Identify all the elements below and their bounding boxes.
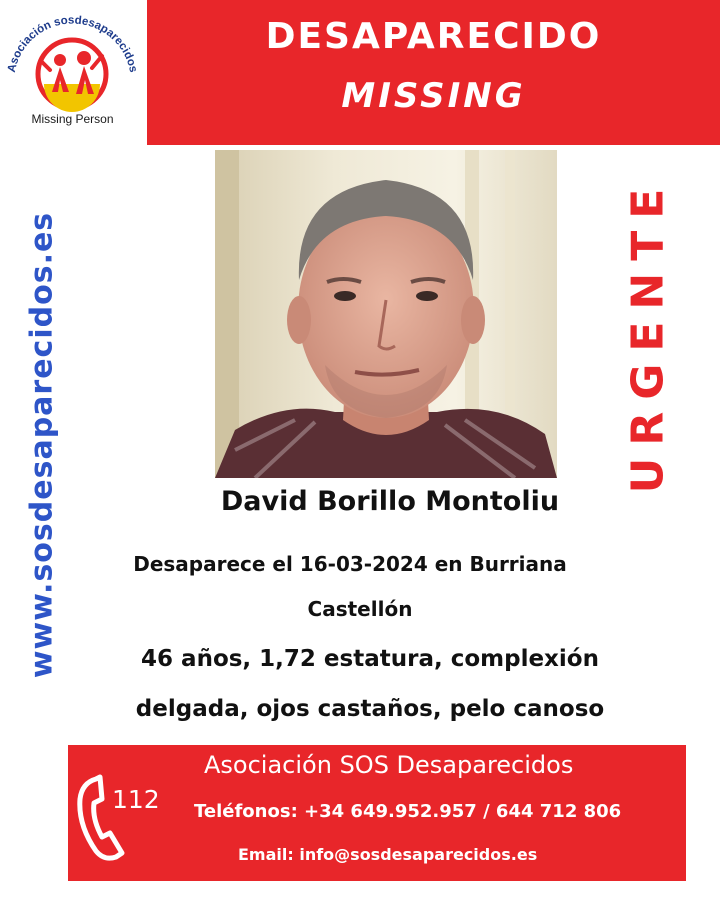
person-name: David Borillo Montoliu	[220, 486, 560, 517]
header-banner	[147, 0, 720, 145]
logo-emblem-icon	[0, 0, 145, 115]
header-title: DESAPARECIDO	[265, 16, 602, 57]
description-line-1: 46 años, 1,72 estatura, complexión	[141, 646, 599, 672]
missing-province: Castellón	[307, 597, 413, 621]
header-subtitle: MISSING	[341, 76, 526, 116]
contact-email[interactable]: Email: info@sosdesaparecidos.es	[238, 845, 538, 864]
urgent-label: URGENTE	[622, 176, 674, 494]
missing-date-location: Desaparece el 16-03-2024 en Burriana	[133, 552, 567, 576]
contact-phones[interactable]: Teléfonos: +34 649.952.957 / 644 712 806	[194, 801, 622, 822]
emergency-number: 112	[112, 785, 160, 814]
missing-person-photo	[215, 150, 557, 478]
logo-arc-text: Asociación sosdesaparecidos	[5, 14, 140, 74]
association-logo	[0, 0, 145, 145]
organization-name: Asociación SOS Desaparecidos	[204, 751, 574, 779]
description-line-2: delgada, ojos castaños, pelo canoso	[135, 696, 605, 722]
contact-footer	[68, 745, 686, 881]
logo-caption: Missing Person	[31, 112, 114, 126]
website-link[interactable]: www.sosdesaparecidos.es	[24, 211, 60, 679]
